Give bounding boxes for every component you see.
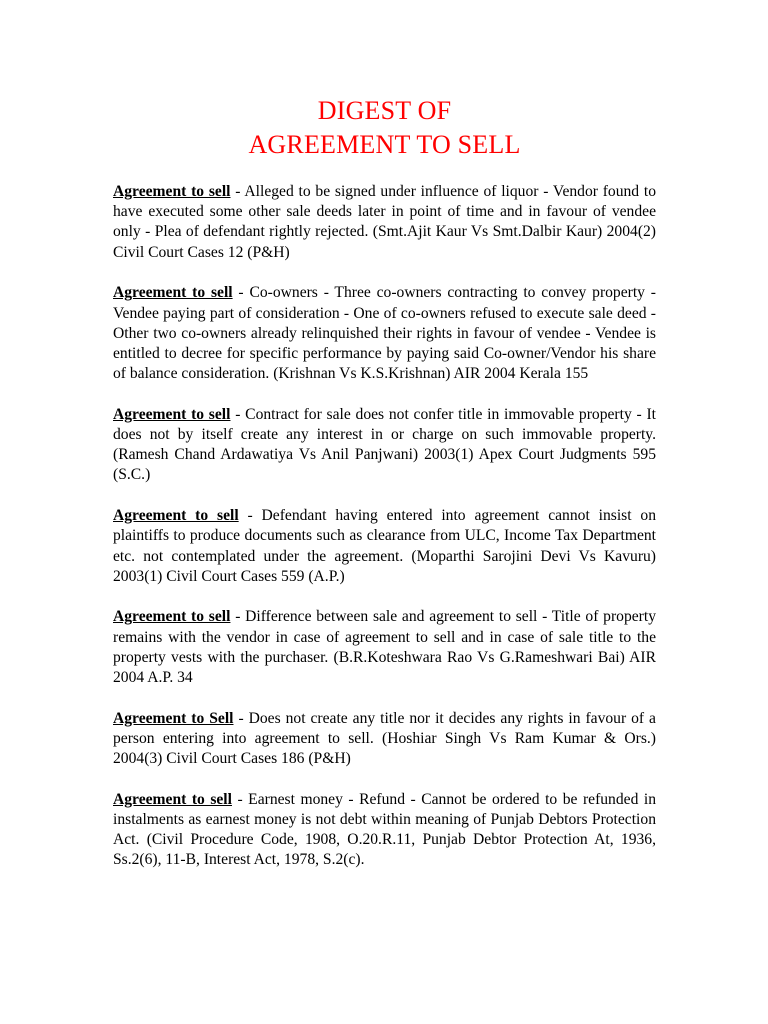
entry-text: - Alleged to be signed under influence of liquor - Vendor found to have executed some other sale deeds later in point of time and in favour of vendee only - Plea of defendant rightly rejected. (Smt.Ajit Kaur Vs Smt.Dalbir Kaur) 2004(2) Civil Court Cases 12 (P&H) <box>113 183 656 261</box>
title-line-2: AGREEMENT TO SELL <box>248 130 521 159</box>
entry-text: - Defendant having entered into agreement cannot insist on plaintiffs to produce documents such as clearance from ULC, Income Tax Department etc. not contemplated under the agreement. (Moparthi Sarojini Devi Vs Kavuru) 2003(1) Civil Court Cases 559 (A.P.) <box>113 507 656 585</box>
document-title <box>113 94 656 162</box>
entry-text: - Difference between sale and agreement to sell - Title of property remains with the vendor in case of agreement to sell and in case of sale title to the property vests with the purchaser. (B.R.Koteshwara Rao Vs G.Rameshwari Bai) AIR 2004 A.P. 34 <box>113 608 656 687</box>
entry-heading: Agreement to sell <box>113 405 231 423</box>
entry-text: - Earnest money - Refund - Cannot be ordered to be refunded in instalments as earnest money is not debt within meaning of Punjab Debtors Protection Act. (Civil Procedure Code, 1908, O.20.R.11, Punjab Debtor Protection At, 1936, Ss.2(6), 11-B, Interest Act, 1978, S.2(c). <box>113 790 657 869</box>
entry-text: - Does not create any title nor it decides any rights in favour of a person entering into agreement to sell. (Hoshiar Singh Vs Ram Kumar & Ors.) 2004(3) Civil Court Cases 186 (P&H) <box>113 709 656 768</box>
entry-heading: Agreement to sell <box>113 790 232 808</box>
entry-heading: Agreement to sell <box>113 507 239 525</box>
entry-heading: Agreement to sell <box>113 183 231 200</box>
title-line-1: DIGEST OF <box>317 96 452 125</box>
digest-entry-3 <box>113 405 656 486</box>
digest-entry-4 <box>113 506 656 587</box>
digest-entry-1 <box>113 182 656 263</box>
digest-entry-6 <box>113 709 656 770</box>
document-page <box>113 94 656 891</box>
entry-text: - Contract for sale does not confer title in immovable property - It does not by itself create any interest in or charge on such immovable property. (Ramesh Chand Ardawatiya Vs Anil Panjwani) 2003(1) Apex Court Judgments 595 (S.C.) <box>113 405 656 484</box>
entry-text: - Co-owners - Three co-owners contracting to convey property - Vendee paying part of consideration - One of co-owners refused to execute sale deed - Other two co-owners already relinquished their rights in favour of vendee - Vendee is entitled to decree for specific performance by paying said Co-owner/Vendor his share of balance consideration. (Krishnan Vs K.S.Krishnan) AIR 2004 Kerala 155 <box>113 284 656 383</box>
entry-heading: Agreement to sell <box>113 284 233 302</box>
digest-entry-2 <box>113 283 656 384</box>
digest-entry-7 <box>113 790 656 871</box>
digest-entry-5 <box>113 607 656 688</box>
entry-heading: Agreement to Sell <box>113 709 234 727</box>
entry-heading: Agreement to sell <box>113 608 231 626</box>
